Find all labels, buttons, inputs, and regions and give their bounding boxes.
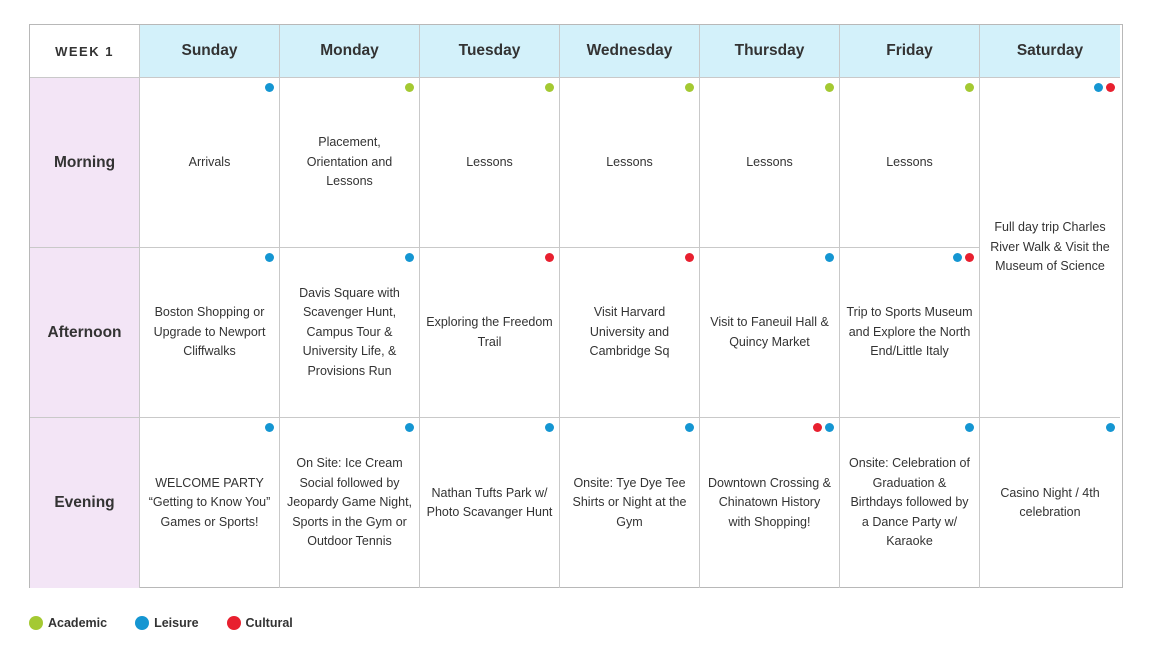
activity-text: Visit Harvard University and Cambridge Sq [589,305,670,359]
category-dots [825,83,834,92]
activity-cell [840,418,980,588]
leisure-dot-icon [965,423,974,432]
academic-dot-icon [545,83,554,92]
leisure-dot-icon [953,253,962,262]
activity-text: Davis Square with Scavenger Hunt, Campus Tour & University Life, & Provisions Run [299,285,400,378]
activity-cell [420,248,560,418]
leisure-dot-icon [685,423,694,432]
legend-item-leisure [135,616,198,630]
cultural-dot-icon [1106,83,1115,92]
activity-cell [140,248,280,418]
activity-cell [560,78,700,248]
legend-item-academic [29,616,107,630]
category-dots [265,253,274,262]
activity-text: Trip to Sports Museum and Explore the North End/Little Italy [846,305,973,359]
activity-text: WELCOME PARTY “Getting to Know You” Games or Sports! [148,475,271,529]
activity-cell-full-day [980,78,1120,418]
activity-cell [280,78,420,248]
row-label-evening: Evening [30,418,140,588]
legend-label: Cultural [245,616,293,630]
day-header-thursday: Thursday [700,25,840,78]
activity-cell [420,418,560,588]
activity-cell [560,248,700,418]
activity-text: Lessons [606,154,653,169]
category-dots [813,423,834,432]
activity-cell [140,78,280,248]
row-label-morning: Morning [30,78,140,248]
activity-text: Placement, Orientation and Lessons [306,135,393,189]
activity-cell [560,418,700,588]
category-dots [265,423,274,432]
day-header-wednesday: Wednesday [560,25,700,78]
day-header-tuesday: Tuesday [420,25,560,78]
cultural-dot-icon [545,253,554,262]
category-dots [965,423,974,432]
activity-cell [700,78,840,248]
leisure-dot-icon [405,253,414,262]
cultural-dot-icon [965,253,974,262]
activity-cell [700,418,840,588]
cultural-dot-icon [813,423,822,432]
activity-text: Onsite: Tye Dye Tee Shirts or Night at the Gym [572,475,687,529]
activity-cell [140,418,280,588]
activity-cell [840,78,980,248]
legend-label: Leisure [154,616,199,630]
activity-cell [280,248,420,418]
activity-cell [840,248,980,418]
leisure-dot-icon [545,423,554,432]
academic-dot-icon [405,83,414,92]
activity-cell [420,78,560,248]
cultural-dot-icon [227,616,241,630]
activity-cell [700,248,840,418]
leisure-dot-icon [1106,423,1115,432]
category-dots [265,83,274,92]
activity-text: Casino Night / 4th celebration [1000,485,1100,519]
category-dots [405,83,414,92]
cultural-dot-icon [685,253,694,262]
category-dots [825,253,834,262]
activity-text: On Site: Ice Cream Social followed by Jeopardy Game Night, Sports in the Gym or Outdoor Tennis [286,456,413,549]
activity-text: Arrivals [188,154,231,169]
category-dots [685,423,694,432]
legend-label: Academic [48,616,108,630]
day-header-saturday: Saturday [980,25,1120,78]
activity-cell [280,418,420,588]
activity-text: Full day trip Charles River Walk & Visit the Museum of Science [990,220,1110,274]
category-dots [545,253,554,262]
day-header-sunday: Sunday [140,25,280,78]
academic-dot-icon [29,616,43,630]
leisure-dot-icon [135,616,149,630]
activity-text: Onsite: Celebration of Graduation & Birthdays followed by a Dance Party w/ Karaoke [849,456,970,549]
category-dots [965,83,974,92]
activity-text: Boston Shopping or Upgrade to Newport Cliffwalks [153,305,266,359]
category-dots [545,83,554,92]
category-dots [685,253,694,262]
category-dots [1106,423,1115,432]
activity-text: Lessons [746,154,793,169]
leisure-dot-icon [265,423,274,432]
activity-cell [980,418,1120,588]
activity-text: Exploring the Freedom Trail [426,315,553,349]
day-header-monday: Monday [280,25,420,78]
category-dots [1094,83,1115,92]
activity-text: Visit to Faneuil Hall & Quincy Market [710,315,829,349]
leisure-dot-icon [405,423,414,432]
row-label-afternoon: Afternoon [30,248,140,418]
category-dots [545,423,554,432]
academic-dot-icon [685,83,694,92]
week-schedule-grid [29,24,1123,588]
legend [29,616,321,630]
category-dots [405,423,414,432]
academic-dot-icon [825,83,834,92]
leisure-dot-icon [825,423,834,432]
week-label: WEEK 1 [30,25,140,78]
legend-item-cultural [227,616,293,630]
academic-dot-icon [965,83,974,92]
activity-text: Lessons [466,154,513,169]
leisure-dot-icon [1094,83,1103,92]
category-dots [405,253,414,262]
activity-text: Lessons [886,154,933,169]
category-dots [953,253,974,262]
activity-text: Nathan Tufts Park w/ Photo Scavanger Hunt [426,485,553,519]
leisure-dot-icon [265,83,274,92]
leisure-dot-icon [265,253,274,262]
day-header-friday: Friday [840,25,980,78]
leisure-dot-icon [825,253,834,262]
category-dots [685,83,694,92]
activity-text: Downtown Crossing & Chinatown History with Shopping! [708,475,831,529]
